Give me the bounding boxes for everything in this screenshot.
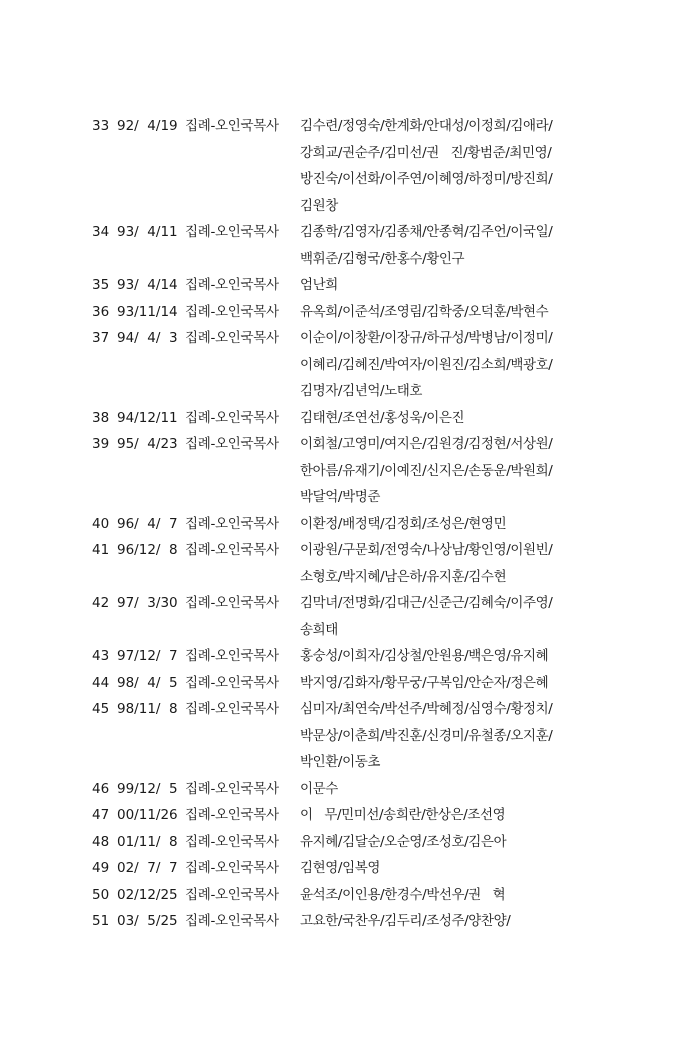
entry-officiant: 집례-오인국목사 [185,277,279,293]
entry-names [300,696,600,776]
entry-names [300,537,600,590]
entry-date: 93/11/14 [117,303,178,320]
entry-names [300,590,600,643]
entry-officiant: 집례-오인국목사 [185,913,279,929]
entry-row [0,325,700,405]
entry-officiant: 집례-오인국목사 [185,409,279,426]
entry-date: 92/ 4/19 [117,118,178,134]
entry-officiant: 집례-오인국목사 [185,833,279,850]
entry-officiant: 집례-오인국목사 [185,515,279,532]
entry-row [0,908,700,935]
entry-row [0,829,700,856]
entry-officiant: 집례-오인국목사 [185,436,279,452]
names-line: 유옥희/이준석/조영림/김학중/오덕훈/박현수 [300,303,549,320]
names-line: 홍숭성/이희자/김상철/안원용/백은영/유지혜 [300,648,549,664]
entry-date: 96/12/ 8 [117,542,178,558]
names-line: 이문수 [300,780,338,797]
names-line: 송희태 [300,621,338,638]
entry-row [0,299,700,326]
entry-row [0,855,700,882]
names-line: 이혜리/김혜진/박여자/이원진/김소희/백광호/ [300,356,553,373]
entry-number: 47 [92,807,110,823]
entry-row [0,776,700,803]
names-line: 이순이/이창환/이장규/하규성/박병남/이정미/ [300,330,553,346]
entry-names [300,113,600,219]
entry-number: 42 [92,595,110,611]
entry-number: 48 [92,833,110,850]
entry-names [300,511,600,538]
entry-number: 45 [92,701,110,717]
entry-date: 99/12/ 5 [117,780,178,797]
entry-names [300,908,600,935]
entry-row [0,537,700,590]
entry-number: 33 [92,118,110,134]
entry-row [0,696,700,776]
names-line: 박인환/이동초 [300,754,380,770]
entry-names [300,855,600,882]
names-line: 윤석조/이인용/한경수/박선우/권 혁 [300,886,506,903]
entry-officiant: 집례-오인국목사 [185,701,279,717]
names-line: 박지영/김화자/황무궁/구복임/안순자/정은혜 [300,674,549,691]
entry-row [0,670,700,697]
entry-number: 36 [92,303,110,320]
entry-number: 35 [92,277,110,293]
entry-number: 40 [92,515,110,532]
entry-names [300,325,600,405]
entry-row [0,405,700,432]
names-line: 강희교/권순주/김미선/권 진/황범준/최민영/ [300,144,552,161]
entry-officiant: 집례-오인국목사 [185,886,279,903]
entry-row [0,511,700,538]
entry-names [300,776,600,803]
names-line: 방진숙/이선화/이주연/이혜영/하정미/방진희/ [300,171,553,187]
entry-officiant: 집례-오인국목사 [185,330,279,346]
names-line: 심미자/최연숙/박선주/박혜정/심영수/황정치/ [300,701,553,717]
entry-number: 37 [92,330,110,346]
entry-row [0,272,700,299]
names-line: 김현영/임복영 [300,860,380,876]
names-line: 엄난희 [300,277,338,293]
entry-row [0,113,700,219]
names-line: 김태현/조연선/홍성욱/이은진 [300,409,465,426]
entry-names [300,882,600,909]
entry-date: 95/ 4/23 [117,436,178,452]
entry-row [0,882,700,909]
entry-row [0,219,700,272]
entry-officiant: 집례-오인국목사 [185,807,279,823]
names-line: 이환정/배정택/김정회/조성은/현영민 [300,515,507,532]
names-line: 한아름/유재기/이예진/신지은/손동운/박원희/ [300,462,553,479]
entry-names [300,802,600,829]
entry-date: 02/12/25 [117,886,178,903]
names-line: 이 무/민미선/송희란/한상은/조선영 [300,807,506,823]
entry-date: 97/ 3/30 [117,595,178,611]
entry-date: 93/ 4/11 [117,224,178,240]
entry-names [300,219,600,272]
entry-number: 38 [92,409,110,426]
entry-number: 44 [92,674,110,691]
entry-row [0,431,700,511]
entry-row [0,590,700,643]
entry-names [300,272,600,299]
entry-names [300,643,600,670]
names-line: 고요한/국찬우/김두리/조성주/양찬양/ [300,913,511,929]
entry-officiant: 집례-오인국목사 [185,648,279,664]
entry-date: 01/11/ 8 [117,833,178,850]
entry-date: 94/12/11 [117,409,178,426]
names-line: 이회철/고영미/여지은/김원경/김정현/서상원/ [300,436,553,452]
entry-officiant: 집례-오인국목사 [185,595,279,611]
entry-date: 03/ 5/25 [117,913,178,929]
entry-officiant: 집례-오인국목사 [185,224,279,240]
entry-names [300,829,600,856]
entry-officiant: 집례-오인국목사 [185,780,279,797]
entry-names [300,670,600,697]
entry-date: 97/12/ 7 [117,648,178,664]
entry-officiant: 집례-오인국목사 [185,860,279,876]
entry-row [0,643,700,670]
entry-names [300,405,600,432]
names-line: 박문상/이춘희/박진훈/신경미/유철종/오지훈/ [300,727,553,744]
names-line: 소형호/박지혜/남은하/유지훈/김수현 [300,568,507,585]
entry-number: 43 [92,648,110,664]
entry-number: 46 [92,780,110,797]
entry-date: 00/11/26 [117,807,178,823]
names-line: 김막녀/전명화/김대근/신준근/김혜숙/이주영/ [300,595,553,611]
entry-date: 98/ 4/ 5 [117,674,178,691]
names-line: 김종학/김영자/김종채/안종혁/김주언/이국일/ [300,224,553,240]
names-line: 백휘준/김형국/한홍수/황인구 [300,250,465,267]
entry-officiant: 집례-오인국목사 [185,542,279,558]
entry-names [300,431,600,511]
entry-date: 93/ 4/14 [117,277,178,293]
entry-number: 34 [92,224,110,240]
entry-number: 51 [92,913,110,929]
entry-number: 39 [92,436,110,452]
entry-officiant: 집례-오인국목사 [185,303,279,320]
entry-names [300,299,600,326]
names-line: 이광원/구문회/전영숙/나상남/황인영/이원빈/ [300,542,553,558]
entry-number: 49 [92,860,110,876]
entry-officiant: 집례-오인국목사 [185,118,279,134]
entry-number: 41 [92,542,110,558]
names-line: 유지혜/김달순/오순영/조성호/김은아 [300,833,507,850]
entry-row [0,802,700,829]
entry-officiant: 집례-오인국목사 [185,674,279,691]
entry-date: 02/ 7/ 7 [117,860,178,876]
entry-date: 96/ 4/ 7 [117,515,178,532]
names-line: 김명자/김년억/노태호 [300,383,423,399]
names-line: 김수련/정영숙/한계화/안대성/이정희/김애라/ [300,118,553,134]
entry-number: 50 [92,886,110,903]
entry-date: 98/11/ 8 [117,701,178,717]
entry-date: 94/ 4/ 3 [117,330,178,346]
names-line: 김원창 [300,197,338,214]
names-line: 박달억/박명준 [300,489,380,505]
